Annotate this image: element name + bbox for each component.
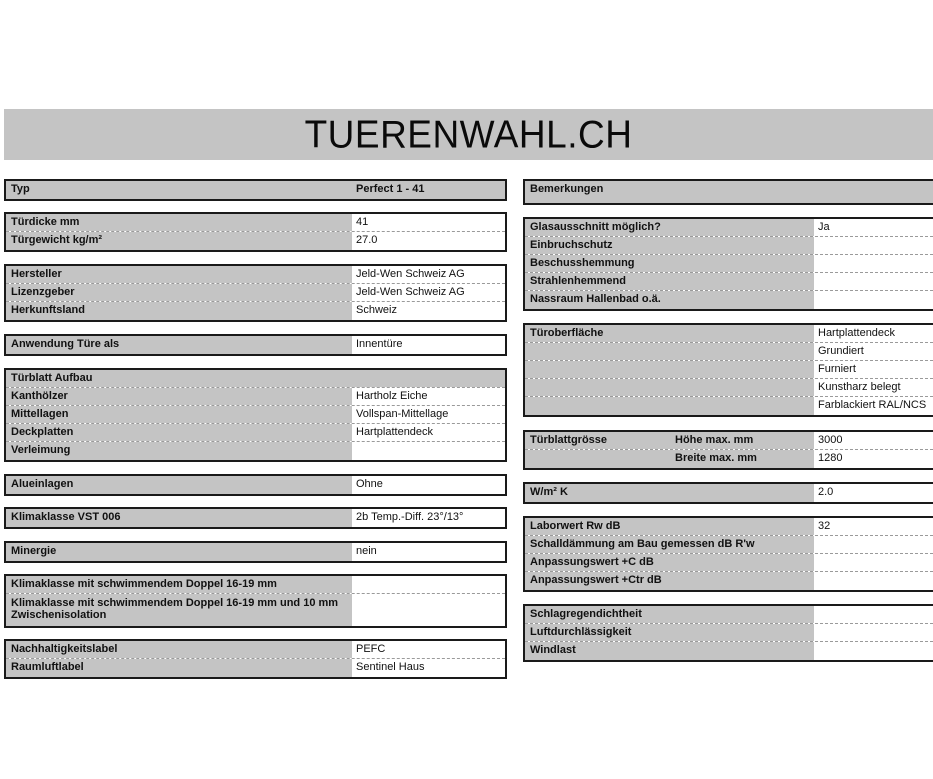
- value-klimaklasse: 2b Temp.-Diff. 23°/13°: [352, 509, 505, 527]
- label-anwendung: Anwendung Türe als: [6, 336, 352, 354]
- value-kanthoelzer: Hartholz Eiche: [352, 388, 505, 405]
- value-hersteller: Jeld-Wen Schweiz AG: [352, 266, 505, 283]
- row-oberflaeche-1: [525, 325, 933, 343]
- label-hoehe: Höhe max. mm: [671, 432, 814, 449]
- row-raumluftlabel: [6, 659, 505, 677]
- label-verleimung: Verleimung: [6, 442, 352, 460]
- label-doppel-1: Klimaklasse mit schwimmendem Doppel 16-19 mm: [6, 576, 352, 593]
- value-wm2: 2.0: [814, 484, 933, 502]
- label-strahlenhemmend: Strahlenhemmend: [525, 273, 814, 290]
- row-deckplatten: [6, 424, 505, 442]
- label-tuerblattgroesse: Türblattgrösse: [525, 432, 671, 449]
- label-oberflaeche-empty: [525, 361, 814, 378]
- value-oberflaeche-1: Hartplattendeck: [814, 325, 933, 342]
- label-nassraum: Nassraum Hallenbad o.ä.: [525, 291, 814, 309]
- value-schlagregen: [814, 606, 933, 623]
- label-minergie: Minergie: [6, 543, 352, 561]
- row-minergie: [6, 543, 505, 561]
- label-alueinlagen: Alueinlagen: [6, 476, 352, 494]
- row-alueinlagen: [6, 476, 505, 494]
- block-anwendung: [4, 334, 507, 356]
- row-mittellagen: [6, 406, 505, 424]
- label-groesse-empty: [525, 450, 671, 468]
- label-typ: Typ: [6, 181, 352, 199]
- row-windlast: [525, 642, 933, 660]
- label-anpassung-ctr: Anpassungswert +Ctr dB: [525, 572, 814, 590]
- row-doppel-2: [6, 594, 505, 628]
- value-typ: Perfect 1 - 41: [352, 181, 505, 199]
- block-schall: [523, 516, 933, 592]
- row-breite: [525, 450, 933, 468]
- value-doppel-1: [352, 576, 505, 593]
- value-windlast: [814, 642, 933, 660]
- block-wm2: [523, 482, 933, 504]
- row-luftdurchlaessigkeit: [525, 624, 933, 642]
- value-nachhaltigkeitslabel: PEFC: [352, 641, 505, 658]
- value-tuerblatt-aufbau: [352, 370, 505, 387]
- label-raumluftlabel: Raumluftlabel: [6, 659, 352, 677]
- label-schalldaemmung: Schalldämmung am Bau gemessen dB R'w: [525, 536, 814, 553]
- value-oberflaeche-2: Grundiert: [814, 343, 933, 360]
- row-laborwert: [525, 518, 933, 536]
- row-hersteller: [6, 266, 505, 284]
- label-mittellagen: Mittellagen: [6, 406, 352, 423]
- value-alueinlagen: Ohne: [352, 476, 505, 494]
- row-oberflaeche-3: [525, 361, 933, 379]
- row-anpassung-c: [525, 554, 933, 572]
- label-tuerblatt-aufbau: Türblatt Aufbau: [6, 370, 352, 387]
- row-verleimung: [6, 442, 505, 460]
- row-nassraum: [525, 291, 933, 309]
- value-laborwert: 32: [814, 518, 933, 535]
- block-aufbau: [4, 368, 507, 462]
- block-minergie: [4, 541, 507, 563]
- value-glasausschnitt: Ja: [814, 219, 933, 236]
- row-glasausschnitt: [525, 219, 933, 237]
- block-typ: [4, 179, 507, 201]
- value-anpassung-ctr: [814, 572, 933, 590]
- row-oberflaeche-4: [525, 379, 933, 397]
- label-nachhaltigkeitslabel: Nachhaltigkeitslabel: [6, 641, 352, 658]
- block-alueinlagen: [4, 474, 507, 496]
- value-mittellagen: Vollspan-Mittellage: [352, 406, 505, 423]
- label-luftdurchlaessigkeit: Luftdurchlässigkeit: [525, 624, 814, 641]
- label-laborwert: Laborwert Rw dB: [525, 518, 814, 535]
- label-deckplatten: Deckplatten: [6, 424, 352, 441]
- label-windlast: Windlast: [525, 642, 814, 660]
- block-dicke: [4, 212, 507, 252]
- value-anwendung: Innentüre: [352, 336, 505, 354]
- value-herkunftsland: Schweiz: [352, 302, 505, 320]
- block-groesse: [523, 430, 933, 470]
- row-tuergewicht: [6, 232, 505, 250]
- row-tuerdicke: [6, 214, 505, 232]
- label-hersteller: Hersteller: [6, 266, 352, 283]
- block-doppel: [4, 574, 507, 628]
- label-einbruchschutz: Einbruchschutz: [525, 237, 814, 254]
- label-wm2: W/m² K: [525, 484, 814, 502]
- block-dicht: [523, 604, 933, 662]
- row-schalldaemmung: [525, 536, 933, 554]
- row-strahlenhemmend: [525, 273, 933, 291]
- row-wm2: [525, 484, 933, 502]
- value-anpassung-c: [814, 554, 933, 571]
- label-glasausschnitt: Glasausschnitt möglich?: [525, 219, 814, 236]
- label-oberflaeche-empty: [525, 397, 814, 415]
- label-tueroberflaeche: Türoberfläche: [525, 325, 814, 342]
- value-deckplatten: Hartplattendeck: [352, 424, 505, 441]
- label-herkunftsland: Herkunftsland: [6, 302, 352, 320]
- label-anpassung-c: Anpassungswert +C dB: [525, 554, 814, 571]
- label-tuergewicht: Türgewicht kg/m²: [6, 232, 352, 250]
- label-breite: Breite max. mm: [671, 450, 814, 468]
- row-oberflaeche-5: [525, 397, 933, 415]
- label-lizenzgeber: Lizenzgeber: [6, 284, 352, 301]
- row-lizenzgeber: [6, 284, 505, 302]
- row-oberflaeche-2: [525, 343, 933, 361]
- label-tuerdicke: Türdicke mm: [6, 214, 352, 231]
- row-bemerkungen: [525, 181, 933, 203]
- header-banner: [4, 109, 933, 160]
- row-anwendung: [6, 336, 505, 354]
- value-einbruchschutz: [814, 237, 933, 254]
- label-bemerkungen: Bemerkungen: [525, 181, 933, 203]
- row-einbruchschutz: [525, 237, 933, 255]
- value-breite: 1280: [814, 450, 933, 468]
- value-tuergewicht: 27.0: [352, 232, 505, 250]
- value-luftdurchlaessigkeit: [814, 624, 933, 641]
- value-raumluftlabel: Sentinel Haus: [352, 659, 505, 677]
- value-schalldaemmung: [814, 536, 933, 553]
- value-oberflaeche-3: Furniert: [814, 361, 933, 378]
- value-nassraum: [814, 291, 933, 309]
- row-herkunftsland: [6, 302, 505, 320]
- row-hoehe: [525, 432, 933, 450]
- label-oberflaeche-empty: [525, 343, 814, 360]
- block-hersteller: [4, 264, 507, 322]
- row-kanthoelzer: [6, 388, 505, 406]
- row-doppel-1: [6, 576, 505, 594]
- block-bemerkungen: [523, 179, 933, 205]
- label-doppel-2: Klimaklasse mit schwimmendem Doppel 16-19 mm und 10 mm Zwischenisolation: [6, 594, 352, 628]
- value-doppel-2: [352, 594, 505, 628]
- row-typ: [6, 181, 505, 199]
- row-anpassung-ctr: [525, 572, 933, 590]
- row-nachhaltigkeitslabel: [6, 641, 505, 659]
- label-schlagregen: Schlagregendichtheit: [525, 606, 814, 623]
- value-minergie: nein: [352, 543, 505, 561]
- label-oberflaeche-empty: [525, 379, 814, 396]
- value-oberflaeche-4: Kunstharz belegt: [814, 379, 933, 396]
- label-beschusshemmung: Beschusshemmung: [525, 255, 814, 272]
- value-lizenzgeber: Jeld-Wen Schweiz AG: [352, 284, 505, 301]
- row-tuerblatt-aufbau: [6, 370, 505, 388]
- value-verleimung: [352, 442, 505, 460]
- value-beschusshemmung: [814, 255, 933, 272]
- value-tuerdicke: 41: [352, 214, 505, 231]
- row-beschusshemmung: [525, 255, 933, 273]
- block-label: [4, 639, 507, 679]
- value-hoehe: 3000: [814, 432, 933, 449]
- label-kanthoelzer: Kanthölzer: [6, 388, 352, 405]
- value-oberflaeche-5: Farblackiert RAL/NCS: [814, 397, 933, 415]
- label-klimaklasse: Klimaklasse VST 006: [6, 509, 352, 527]
- block-klimaklasse: [4, 507, 507, 529]
- block-oberflaeche: [523, 323, 933, 417]
- row-klimaklasse: [6, 509, 505, 527]
- row-schlagregen: [525, 606, 933, 624]
- site-title: TUERENWAHL.CH: [304, 112, 633, 156]
- value-strahlenhemmend: [814, 273, 933, 290]
- block-glas: [523, 217, 933, 311]
